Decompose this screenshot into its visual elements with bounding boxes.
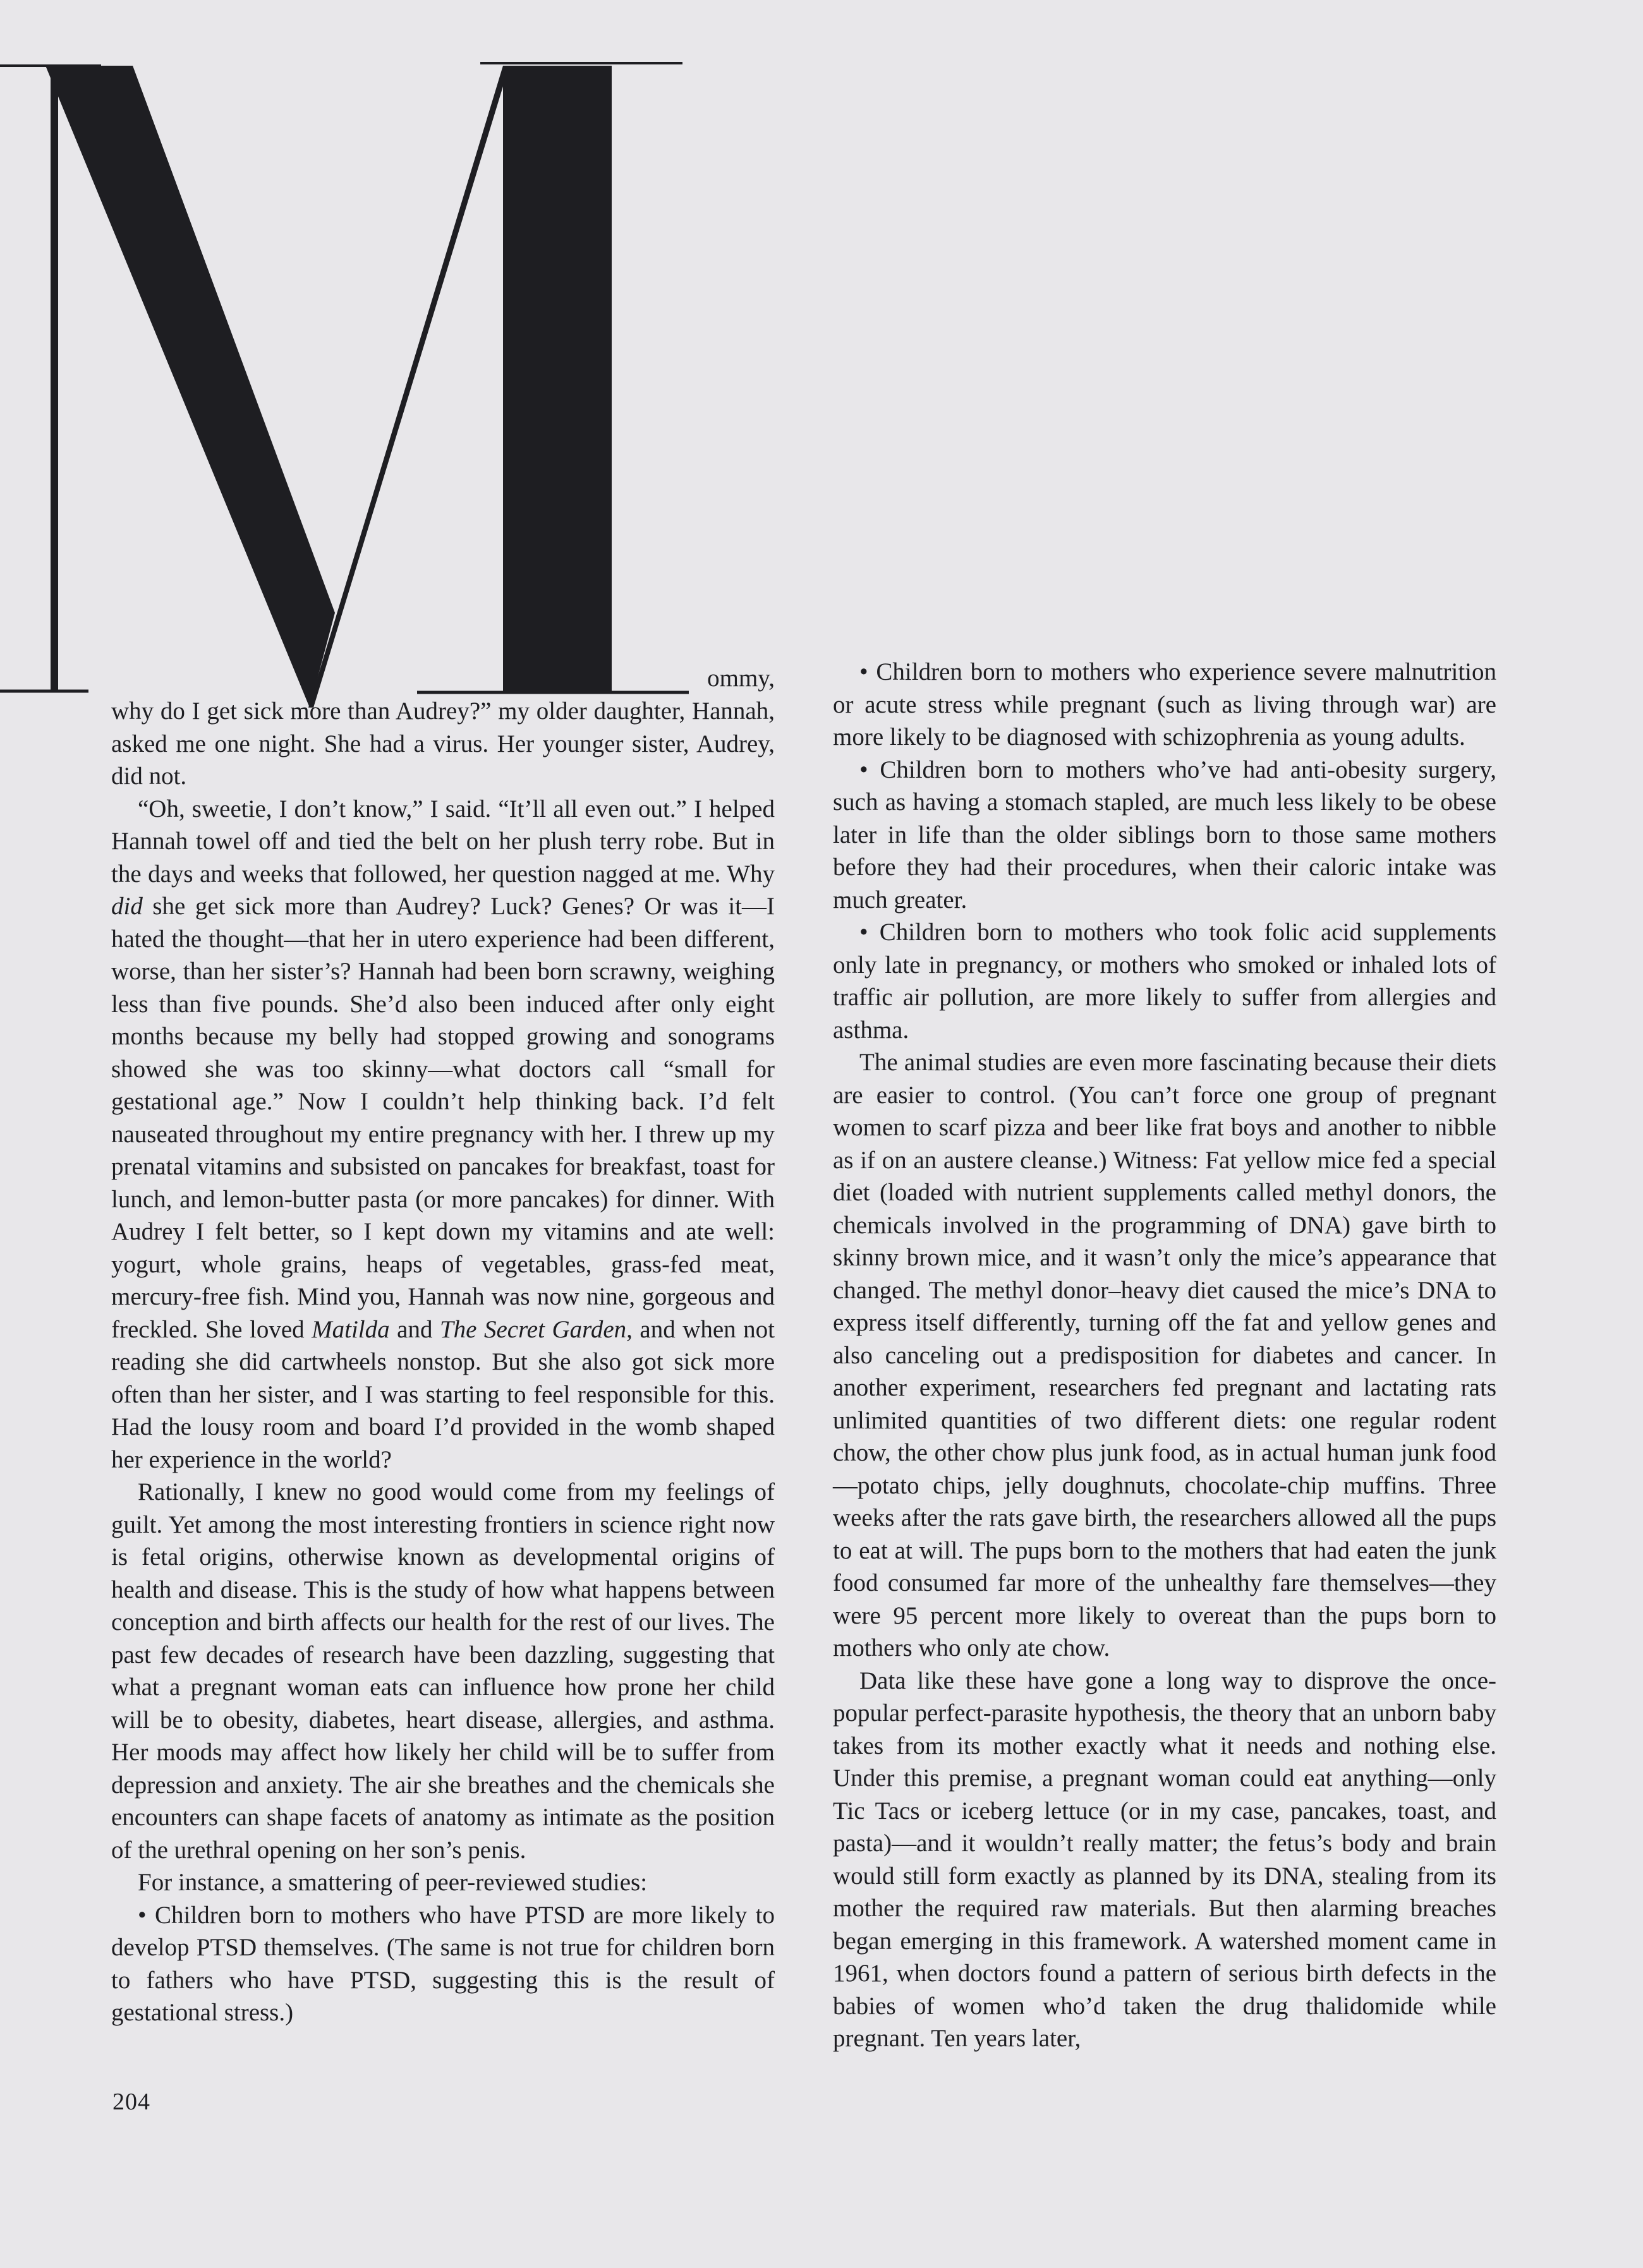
bullet-ptsd: • Children born to mothers who have PTSD are more likely to develop PTSD themselves. (The same is not true for children born to fathers who have PTSD, suggesting this is the result of gestational stress.) xyxy=(111,1901,775,2026)
bullet-malnutrition: • Children born to mothers who experience severe malnutrition or acute stress while pregnant (such as living through war) are more likely to be diagnosed with schizophrenia as young adults. xyxy=(833,658,1496,751)
paragraph-3: Rationally, I knew no good would come from my feelings of guilt. Yet among the most interesting frontiers in science right now is fetal origins, otherwise known as developmental origins of health and disease. This is the study of how what happens between conception and birth affects our health for the rest of our lives. The past few decades of research have been dazzling, suggesting that what a pregnant woman eats can influence how prone her child will be to obesity, diabetes, heart disease, allergies, and asthma. Her moods may affect how likely her child will be to suffer from depression and anxiety. The air she breathes and the chemicals she encounters can shape facets of anatomy as intimate as the position of the urethral opening on her son’s penis. xyxy=(111,1478,775,1864)
paragraph-4: For instance, a smattering of peer-reviewed studies: xyxy=(138,1869,648,1896)
bullet-folic-acid: • Children born to mothers who took folic acid supplements only late in pregnancy, or mothers who smoked or inhaled lots of traffic air pollution, are more likely to suffer from allergies and asthma. xyxy=(833,919,1496,1044)
paragraph-perfect-parasite: Data like these have gone a long way to disprove the once-popular perfect-parasite hypothesis, the theory that an unborn baby takes from its mother exactly what it needs and nothing else. Under this premise, a pregnant woman could eat anything—only Tic Tacs or iceberg lettuce (or in my case, pancakes, toast, and pasta)—and it wouldn’t really matter; the fetus’s body and brain would still form exactly as planned by its DNA, stealing from its mother the required raw materials. But then alarming breaches began emerging in this framework. A watershed moment came in 1961, when doctors found a pattern of serious birth defects in the babies of women who’d taken the drug thalidomide while pregnant. Ten years later, xyxy=(833,1667,1496,2052)
opening-word-tail: ommy, xyxy=(707,665,775,692)
paragraph-1: why do I get sick more than Audrey?” my older daughter, Hannah, asked me one night. She had a virus. Her younger sister, Audrey, did not. xyxy=(111,697,775,790)
paragraph-2: “Oh, sweetie, I don’t know,” I said. “It’ll all even out.” I helped Hannah towel off and tied the belt on her plush terry robe. But in the days and weeks that followed, her question nagged at me. Why did she get sick more than Audrey? Luck? Genes? Or was it—I hated the thought—that her in utero experience had been different, worse, than her sister’s? Hannah had been born scrawny, weighing less than five pounds. She’d also been induced after only eight months because my belly had stopped growing and sonograms showed she was too skinny—what doctors call “small for gestational age.” Now I couldn’t help thinking back. I’d felt nauseated throughout my entire pregnancy with her. I threw up my prenatal vitamins and subsisted on pancakes for breakfast, toast for lunch, and lemon-butter pasta (or more pancakes) for dinner. With Audrey I felt better, so I kept down my vitamins and ate well: yogurt, whole grains, heaps of vegetables, grass-fed meat, mercury-free fish. Mind you, Hannah was now nine, gorgeous and freckled. She loved Matilda and The Secret Garden, and when not reading she did cartwheels nonstop. But she also got sick more often than her sister, and I was starting to feel responsible for this. Had the lousy room and board I’d provided in the womb shaped her experience in the world? xyxy=(111,795,775,1473)
page-number: 204 xyxy=(112,2089,150,2115)
right-column xyxy=(833,656,1496,2055)
paragraph-animal-studies: The animal studies are even more fascinating because their diets are easier to control. (You can’t force one group of pregnant women to scarf pizza and beer like frat boys and another to nibble as if on an austere cleanse.) Witness: Fat yellow mice fed a special diet (loaded with nutrient supplements called methyl donors, the chemicals involved in the programming of DNA) gave birth to skinny brown mice, and it wasn’t only the mice’s appearance that changed. The methyl donor–heavy diet caused the mice’s DNA to express itself differently, turning off the fat and yellow genes and also canceling out a predisposition for diabetes and cancer. In another experiment, researchers fed pregnant and lactating rats unlimited quantities of two different diets: one regular rodent chow, the other chow plus junk food, as in actual human junk food—potato chips, jelly doughnuts, chocolate-chip muffins. Three weeks after the rats gave birth, the researchers allowed all the pups to eat at will. The pups born to the mothers that had eaten the junk food consumed far more of the unhealthy fare themselves—they were 95 percent more likely to overeat than the pups born to mothers who only ate chow. xyxy=(833,1049,1496,1662)
drop-cap-m xyxy=(0,57,689,720)
left-column xyxy=(111,665,775,2029)
bullet-anti-obesity: • Children born to mothers who’ve had anti-obesity surgery, such as having a stomach stapled, are much less likely to be obese later in life than the older siblings born to those same mothers before they had their procedures, when their caloric intake was much greater. xyxy=(833,756,1496,914)
